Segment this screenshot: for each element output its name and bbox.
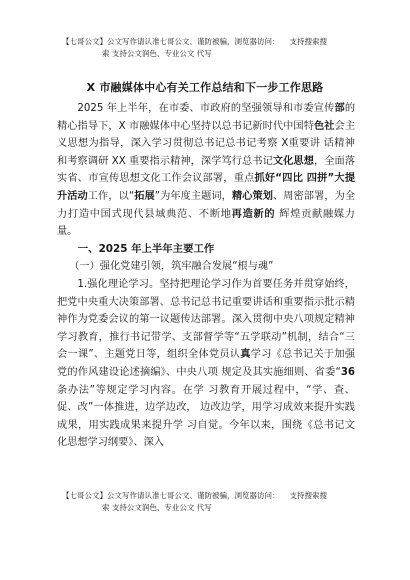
- footer-banner: [62, 490, 362, 514]
- header-banner-line2: 索 支持公文润色、专业公文 代写: [102, 49, 212, 58]
- document-title: X 市融媒体中心有关工作总结和下一步工作思路: [86, 81, 324, 94]
- footer-banner-line1: 【七哥公文】公文写作请认准七哥公文、谨防被骗，浏览器访问： 支持搜索搜: [62, 491, 327, 500]
- document-body: [57, 100, 355, 452]
- footer-banner-line2: 索 支持公文润色、专业公文 代写: [102, 503, 212, 512]
- section-heading: 一、2025 年上半年主要工作: [77, 242, 215, 255]
- item-paragraph: 1.强化理论学习。坚持把理论学习作为首要任务并贯穿始终，把党中央重大决策部署、总书记总书记重要讲话和重要指示批示精神作为党委会议的第一议题传达部署。深入贯彻中央八项规定精神学习教育，推行书记带学、支部督学等“五学联动”机制，结合“三会一课”、主题党日等，组织全体党员认真学习《总书记关于加强党的作风建设论述摘编》、中央八项 规定及其实施细则、省委“36 条办法”等规定学习内容。在学 习教育开展过程中，“学、查、促、改”一体推进，边学边改， 边改边学，用学习成效来提升实践成果，用实践成果来提升学 习自觉。今年以来，围绕《总书记文化思想学习纲要》、深入: [57, 278, 356, 449]
- header-banner-line1: 【七哥公文】公文写作请认准七哥公文、谨防被骗，浏览器访问： 支持搜索搜: [62, 37, 327, 46]
- intro-paragraph: 2025 年上半年，在市委、市政府的坚强领导和市委宣传部的精心指导下，X 市融媒体中心坚持以总书记新时代中国特色社会主义思想为指导，深入学习贯彻总书记总书记考察 X重要讲 话精神和考察调研 XX 重要指示精神，深学笃行总书记文化思想，全面落实省、市宣传思想文化工作会议部署，重点抓好“四比 四拼”大提升活动工作，以“拓展”为年度主题词，精心策划、周密部署，为全力打造中国式现代县域典范、不断地再造新的 辉煌贡献融媒力量。: [57, 103, 356, 238]
- header-banner: [62, 36, 362, 60]
- subsection-heading: （一）强化党建引领，筑牢融合发展“根与魂”: [69, 261, 274, 273]
- item-lead: 1.强化理论学习。: [77, 278, 160, 290]
